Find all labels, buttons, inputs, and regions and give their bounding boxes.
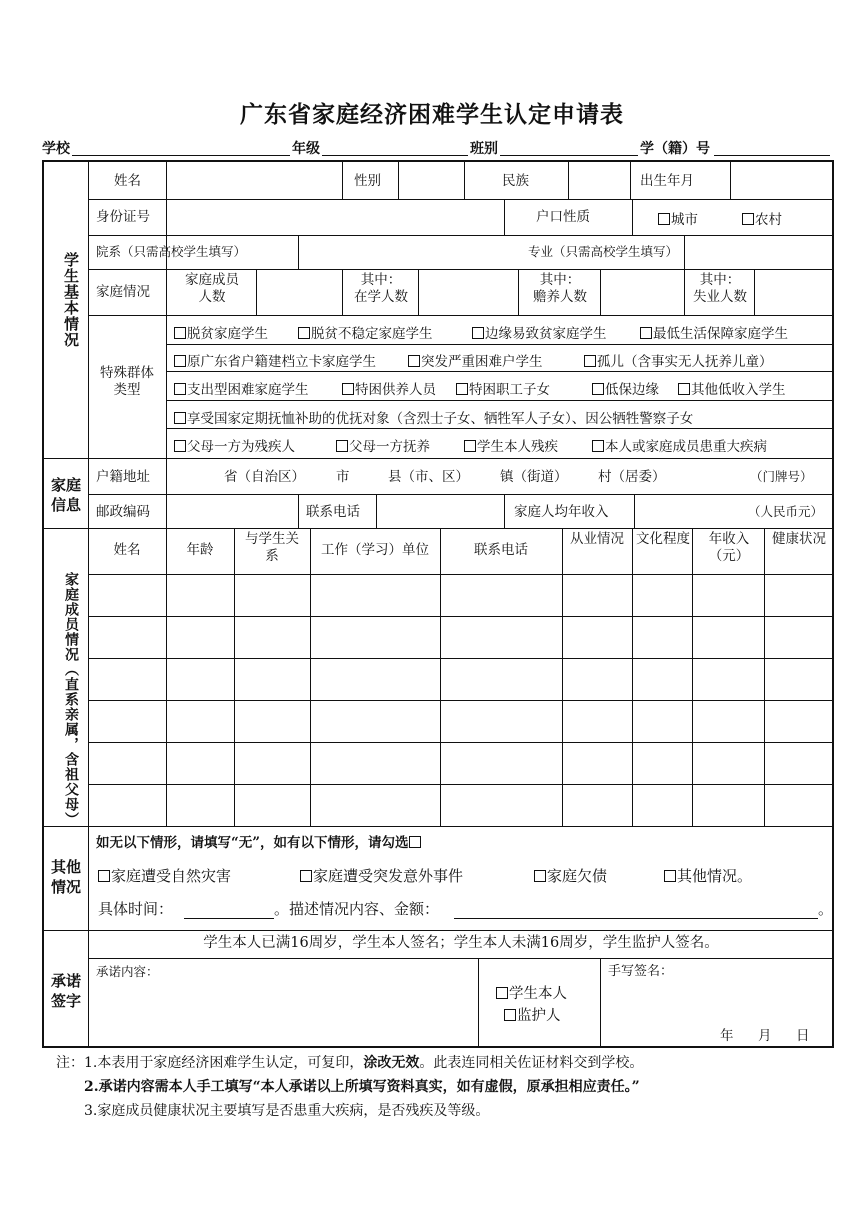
town-unit: 镇（街道） [500, 469, 568, 485]
section-promise: 承诺签字 [50, 972, 81, 1010]
province-unit: 省（自治区） [224, 469, 305, 485]
checkbox-icon [456, 383, 468, 395]
checkbox-icon [464, 440, 476, 452]
special-group-label: 特殊群体 类型 [100, 365, 154, 398]
col-education: 文化程度 [636, 531, 690, 547]
door-unit: （门牌号） [750, 469, 813, 484]
col-health: 健康状况 [772, 531, 826, 547]
note-3: 3.家庭成员健康状况主要填写是否患重大疾病，是否残疾及等级。 [84, 1103, 490, 1119]
members-count-label: 家庭成员 人数 [185, 272, 239, 305]
checkbox-icon [342, 383, 354, 395]
major-label: 专业（只需高校学生填写） [528, 244, 679, 259]
hukou-label: 户口性质 [536, 209, 590, 225]
opt-martyr-child[interactable]: 享受国家定期抚恤补助的优抚对象（含烈士子女、牺牲军人子女）、因公牺牲警察子女 [174, 407, 693, 427]
in-school-label: 其中： 在学人数 [354, 272, 408, 305]
form-title: 广东省家庭经济困难学生认定申请表 [240, 101, 624, 128]
opt-min-living[interactable]: 最低生活保障家庭学生 [640, 322, 788, 342]
opt-debt[interactable]: 家庭欠债 [534, 865, 607, 886]
year-label: 年 [720, 1028, 734, 1044]
checkbox-icon [300, 870, 312, 882]
opt-serious-illness[interactable]: 本人或家庭成员患重大疾病 [592, 435, 767, 455]
checkbox-icon [592, 383, 604, 395]
checkbox-icon [504, 1009, 516, 1021]
desc-label: 。描述情况内容、金额： [274, 900, 440, 918]
col-age: 年龄 [186, 542, 214, 558]
checkbox-icon [664, 870, 676, 882]
checkbox-icon [584, 355, 596, 367]
col-employment: 从业情况 [570, 531, 624, 547]
school-field[interactable] [72, 155, 290, 156]
postcode-label: 邮政编码 [96, 504, 150, 520]
day-label: 日 [796, 1028, 810, 1044]
time-label: 具体时间： [98, 900, 174, 918]
promise-instruction: 学生本人已满16周岁，学生本人签名；学生本人未满16周岁，学生监护人签名。 [203, 935, 719, 951]
opt-other-low-income[interactable]: 其他低收入学生 [678, 378, 786, 398]
opt-guardian[interactable]: 监护人 [504, 1004, 561, 1025]
col-work-unit: 工作（学习）单位 [321, 542, 429, 558]
checkbox-icon [678, 383, 690, 395]
checkbox-icon [640, 327, 652, 339]
hukou-rural-option[interactable]: 农村 [742, 208, 782, 228]
col-phone: 联系电话 [474, 542, 528, 558]
opt-other[interactable]: 其他情况。 [664, 865, 752, 886]
checkbox-icon [174, 383, 186, 395]
other-instruction: 如无以下情形，请填写“无”，如有以下情形，请勾选 [96, 835, 422, 852]
student-no-field[interactable] [714, 155, 830, 156]
class-label: 班别 [470, 141, 498, 157]
opt-low-edge[interactable]: 低保边缘 [592, 378, 659, 398]
note-2: 2.承诺内容需本人手工填写“本人承诺以上所填写资料真实，如有虚假，原承担相应责任。” [84, 1079, 640, 1095]
month-label: 月 [758, 1028, 772, 1044]
col-income: 年收入（元） [708, 531, 750, 564]
section-members: 家庭成员情况（直系亲属，含祖父母） [63, 572, 79, 827]
city-unit: 市 [336, 469, 350, 485]
grade-label: 年级 [292, 141, 320, 157]
checkbox-icon [98, 870, 110, 882]
checkbox-icon [298, 327, 310, 339]
application-form [42, 160, 834, 1048]
note-1: 注：1.本表用于家庭经济困难学生认定，可复印，涂改无效。此表连同相关佐证材料交到学校。 [56, 1055, 644, 1071]
checkbox-icon [174, 440, 186, 452]
checkbox-icon [336, 440, 348, 452]
time-field[interactable] [184, 902, 274, 919]
checkbox-icon [496, 987, 508, 999]
checkbox-icon [408, 355, 420, 367]
phone-label: 联系电话 [306, 504, 360, 520]
school-label: 学校 [42, 141, 70, 157]
checkbox-icon [658, 213, 670, 225]
income-label: 家庭人均年收入 [514, 504, 609, 520]
id-label: 身份证号 [96, 209, 150, 225]
opt-natural-disaster[interactable]: 家庭遭受自然灾害 [98, 865, 231, 886]
grade-field[interactable] [322, 155, 468, 156]
student-no-label: 学（籍）号 [640, 141, 710, 157]
opt-registered-card[interactable]: 原广东省户籍建档立卡家庭学生 [174, 350, 376, 370]
supported-label: 其中： 赡养人数 [533, 272, 587, 305]
unemployed-label: 其中： 失业人数 [693, 272, 747, 305]
opt-edge-poverty[interactable]: 边缘易致贫家庭学生 [472, 322, 607, 342]
opt-orphan[interactable]: 孤儿（含事实无人抚养儿童） [584, 350, 773, 370]
section-family-info: 家庭信息 [50, 476, 81, 514]
opt-parent-disabled[interactable]: 父母一方为残疾人 [174, 435, 295, 455]
opt-student-disabled[interactable]: 学生本人残疾 [464, 435, 558, 455]
family-status-label: 家庭情况 [96, 284, 150, 300]
checkbox-icon [174, 327, 186, 339]
dept-label: 院系（只需高校学生填写） [96, 244, 247, 259]
desc-field[interactable] [454, 902, 818, 919]
col-name: 姓名 [113, 542, 141, 558]
ethnicity-label: 民族 [502, 173, 529, 189]
checkbox-icon [534, 870, 546, 882]
opt-poverty-relief[interactable]: 脱贫家庭学生 [174, 322, 268, 342]
opt-worker-child[interactable]: 特困职工子女 [456, 378, 550, 398]
checkbox-icon [174, 355, 186, 367]
checkbox-icon [742, 213, 754, 225]
signature-label: 手写签名： [608, 964, 674, 979]
name-label: 姓名 [114, 173, 141, 189]
county-unit: 县（市、区） [388, 469, 469, 485]
class-field[interactable] [500, 155, 638, 156]
checkbox-icon [174, 412, 186, 424]
hukou-city-option[interactable]: 城市 [658, 208, 698, 228]
checkbox-icon [592, 440, 604, 452]
opt-expense-hardship[interactable]: 支出型困难家庭学生 [174, 378, 309, 398]
rmb-unit: （人民币元） [748, 504, 824, 519]
opt-sudden-hardship[interactable]: 突发严重困难户学生 [408, 350, 543, 370]
col-relation: 与学生关系 [245, 531, 299, 564]
opt-unstable-relief[interactable]: 脱贫不稳定家庭学生 [298, 322, 433, 342]
section-basic: 学生基本情况 [62, 252, 80, 348]
end-mark: 。 [818, 900, 834, 918]
village-unit: 村（居委） [598, 469, 666, 485]
checkbox-icon [409, 836, 421, 848]
promise-content-label: 承诺内容： [96, 964, 159, 979]
gender-label: 性别 [354, 173, 381, 189]
birth-label: 出生年月 [640, 173, 694, 189]
opt-accident[interactable]: 家庭遭受突发意外事件 [300, 865, 463, 886]
opt-single-parent[interactable]: 父母一方抚养 [336, 435, 430, 455]
section-other: 其他情况 [50, 858, 81, 896]
opt-self[interactable]: 学生本人 [496, 982, 567, 1003]
address-label: 户籍地址 [96, 469, 150, 485]
checkbox-icon [472, 327, 484, 339]
opt-special-support[interactable]: 特困供养人员 [342, 378, 436, 398]
